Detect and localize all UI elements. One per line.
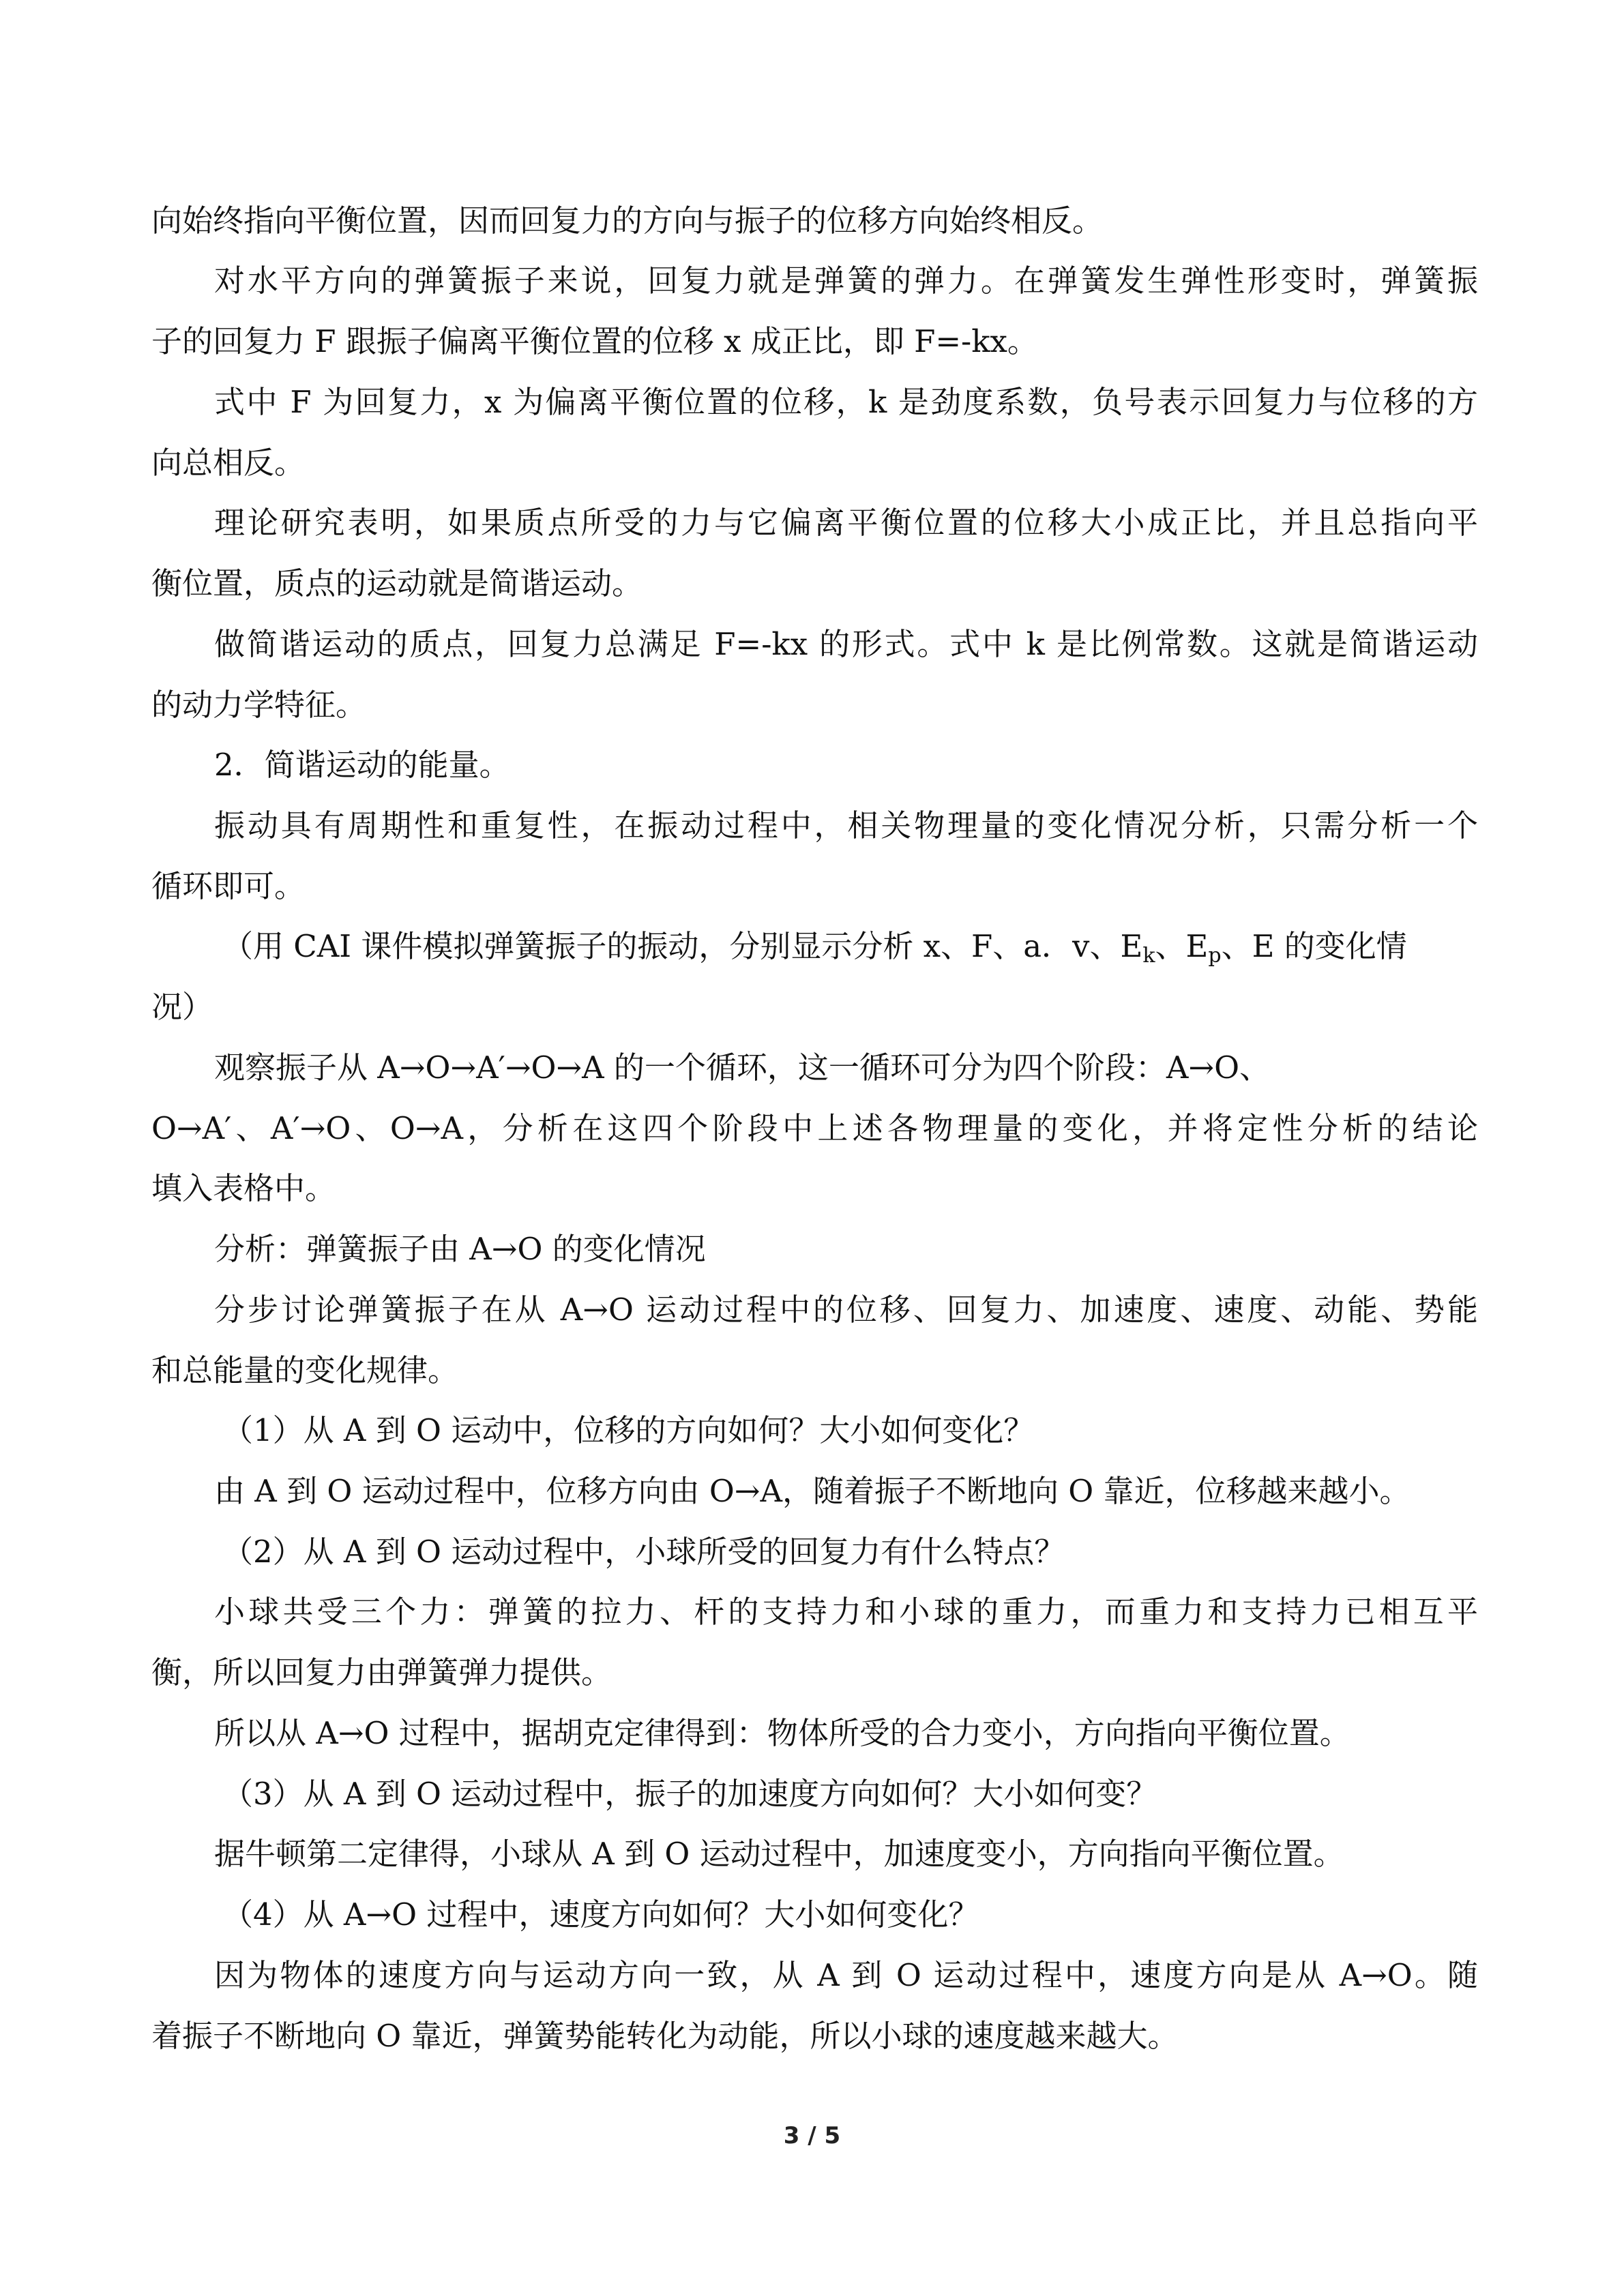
text-line: 分步讨论弹簧振子在从 A→O 运动过程中的位移、回复力、加速度、速度、动能、势能: [214, 1292, 1478, 1328]
text-line-with-subscripts: [222, 927, 1478, 966]
text-line: 向总相反。: [151, 445, 306, 481]
text-line: 着振子不断地向 O 靠近，弹簧势能转化为动能，所以小球的速度越来越大。: [151, 2018, 1179, 2054]
question-line: （4）从 A→O 过程中，速度方向如何？大小如何变化？: [222, 1896, 979, 1933]
text-line: 所以从 A→O 过程中，据胡克定律得到：物体所受的合力变小，方向指向平衡位置。: [214, 1715, 1350, 1751]
text-line: 据牛顿第二定律得，小球从 A 到 O 运动过程中，加速度变小，方向指向平衡位置。: [214, 1836, 1344, 1872]
subscript: p: [1208, 944, 1222, 968]
text-line: 对水平方向的弹簧振子来说，回复力就是弹簧的弹力。在弹簧发生弹性形变时，弹簧振: [214, 263, 1478, 299]
text-line: 填入表格中。: [151, 1170, 336, 1206]
text-line: 况）: [151, 989, 213, 1025]
text-line: 子的回复力 F 跟振子偏离平衡位置的位移 x 成正比，即 F=-kx。: [151, 323, 1038, 359]
text-line: 向始终指向平衡位置，因而回复力的方向与振子的位移方向始终相反。: [151, 203, 1104, 239]
subscript: k: [1142, 944, 1155, 968]
text-line: O→A′、A′→O、O→A，分析在这四个阶段中上述各物理量的变化，并将定性分析的结论: [151, 1110, 1478, 1146]
text-line: 理论研究表明，如果质点所受的力与它偏离平衡位置的位移大小成正比，并且总指向平: [214, 505, 1478, 541]
text-line: 分析：弹簧振子由 A→O 的变化情况: [214, 1231, 706, 1267]
page-number: 3 / 5: [783, 2122, 841, 2149]
text-line: 因为物体的速度方向与运动方向一致，从 A 到 O 运动过程中，速度方向是从 A→O。随: [214, 1957, 1478, 1993]
text-line: 由 A 到 O 运动过程中，位移方向由 O→A，随着振子不断地向 O 靠近，位移越来越小。: [214, 1473, 1411, 1509]
text-line: 和总能量的变化规律。: [151, 1352, 459, 1388]
text-line: 做简谐运动的质点，回复力总满足 F=-kx 的形式。式中 k 是比例常数。这就是简谐运动: [214, 626, 1478, 662]
text-line: 衡，所以回复力由弹簧弹力提供。: [151, 1654, 612, 1690]
text-line: 衡位置，质点的运动就是简谐运动。: [151, 565, 643, 601]
text-segment: 、E 的变化情: [1221, 928, 1407, 964]
text-line: 观察振子从 A→O→A′→O→A 的一个循环，这一循环可分为四个阶段：A→O、: [214, 1049, 1271, 1086]
question-line: （1）从 A 到 O 运动中，位移的方向如何？大小如何变化？: [222, 1412, 1035, 1448]
text-line: 的动力学特征。: [151, 687, 367, 723]
question-line: （3）从 A 到 O 运动过程中，振子的加速度方向如何？大小如何变？: [222, 1776, 1157, 1812]
text-line: 循环即可。: [151, 868, 306, 904]
text-line: 振动具有周期性和重复性，在振动过程中，相关物理量的变化情况分析，只需分析一个: [214, 807, 1478, 844]
section-heading: 2．简谐运动的能量。: [214, 747, 510, 783]
question-line: （2）从 A 到 O 运动过程中，小球所受的回复力有什么特点？: [222, 1534, 1065, 1570]
text-line: 式中 F 为回复力，x 为偏离平衡位置的位移，k 是劲度系数，负号表示回复力与位移的方: [214, 384, 1478, 420]
text-segment: （用 CAI 课件模拟弹簧振子的振动，分别显示分析 x、F、a．v、E: [222, 928, 1143, 964]
text-line: 小球共受三个力：弹簧的拉力、杆的支持力和小球的重力，而重力和支持力已相互平: [214, 1594, 1478, 1630]
text-segment: 、E: [1155, 928, 1209, 964]
